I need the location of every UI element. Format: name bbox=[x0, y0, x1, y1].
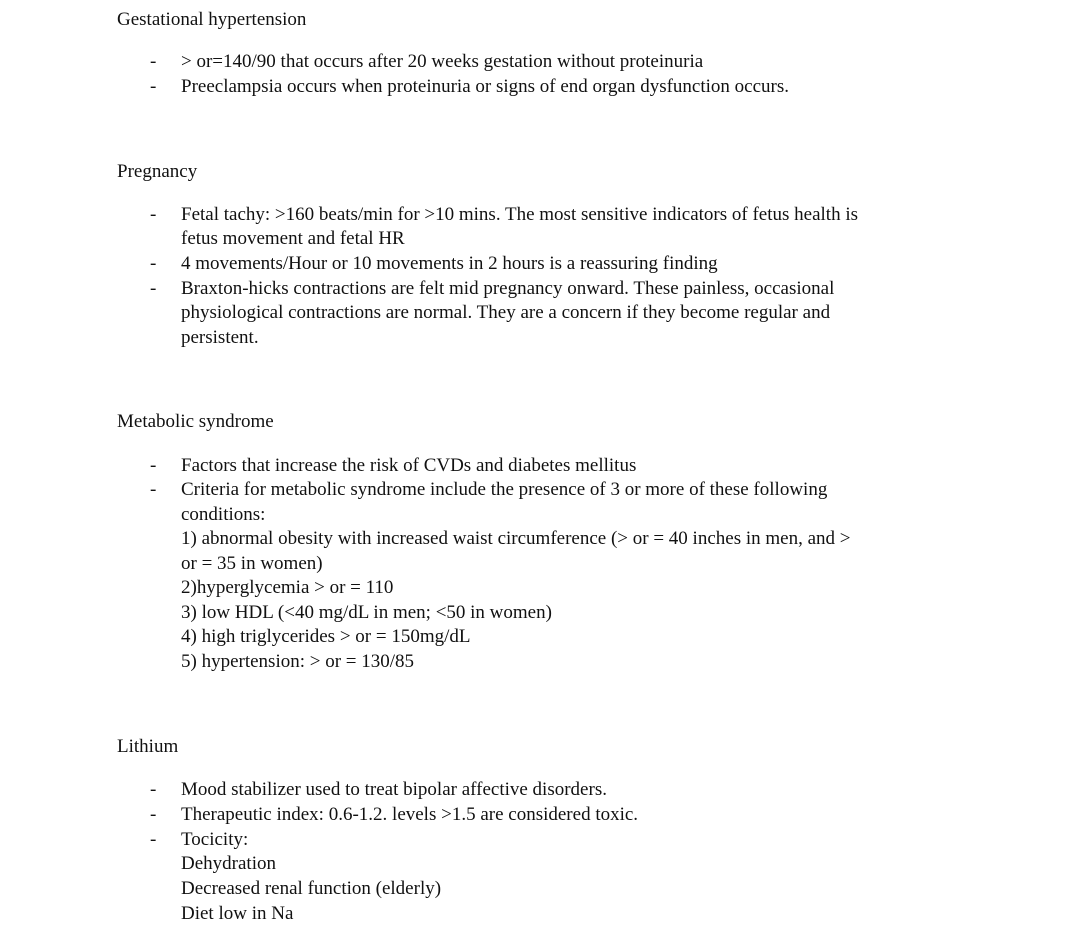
section-heading: Gestational hypertension bbox=[117, 9, 307, 30]
text-line: 2)hyperglycemia > or = 110 bbox=[181, 577, 394, 598]
bullet-item: Factors that increase the risk of CVDs and diabetes mellitus bbox=[181, 455, 637, 476]
bullet-item: 4 movements/Hour or 10 movements in 2 hours is a reassuring finding bbox=[181, 253, 718, 274]
text-line: 3) low HDL (<40 mg/dL in men; <50 in women) bbox=[181, 602, 552, 623]
bullet-item: Preeclampsia occurs when proteinuria or signs of end organ dysfunction occurs. bbox=[181, 76, 790, 97]
section-heading: Metabolic syndrome bbox=[117, 411, 274, 432]
bullet-dash: - bbox=[150, 278, 157, 299]
text-line: Decreased renal function (elderly) bbox=[181, 878, 442, 899]
bullet-dash: - bbox=[150, 804, 157, 825]
text-line: 5) hypertension: > or = 130/85 bbox=[181, 651, 415, 672]
bullet-item: Therapeutic index: 0.6-1.2. levels >1.5 are considered toxic. bbox=[181, 804, 639, 825]
section-heading: Lithium bbox=[117, 736, 179, 757]
bullet-dash: - bbox=[150, 76, 157, 97]
bullet-dash: - bbox=[150, 779, 157, 800]
bullet-dash: - bbox=[150, 51, 157, 72]
bullet-item: Criteria for metabolic syndrome include the presence of 3 or more of these following bbox=[181, 479, 828, 500]
text-line: conditions: bbox=[181, 504, 266, 525]
bullet-item: Tocicity: bbox=[181, 829, 249, 850]
text-line: 4) high triglycerides > or = 150mg/dL bbox=[181, 626, 471, 647]
bullet-dash: - bbox=[150, 204, 157, 225]
bullet-dash: - bbox=[150, 829, 157, 850]
text-line: persistent. bbox=[181, 327, 259, 348]
text-line: Dehydration bbox=[181, 853, 276, 874]
bullet-dash: - bbox=[150, 455, 157, 476]
bullet-dash: - bbox=[150, 479, 157, 500]
bullet-dash: - bbox=[150, 253, 157, 274]
bullet-item: Mood stabilizer used to treat bipolar affective disorders. bbox=[181, 779, 607, 800]
text-line: 1) abnormal obesity with increased waist circumference (> or = 40 inches in men, and > bbox=[181, 528, 851, 549]
text-line: or = 35 in women) bbox=[181, 553, 323, 574]
text-line: Diet low in Na bbox=[181, 903, 294, 924]
bullet-item: Fetal tachy: >160 beats/min for >10 mins. The most sensitive indicators of fetus health is bbox=[181, 204, 858, 225]
section-heading: Pregnancy bbox=[117, 161, 198, 182]
text-line: physiological contractions are normal. They are a concern if they become regular and bbox=[181, 302, 831, 323]
text-line: fetus movement and fetal HR bbox=[181, 228, 405, 249]
bullet-item: Braxton-hicks contractions are felt mid pregnancy onward. These painless, occasional bbox=[181, 278, 835, 299]
bullet-item: > or=140/90 that occurs after 20 weeks gestation without proteinuria bbox=[181, 51, 704, 72]
